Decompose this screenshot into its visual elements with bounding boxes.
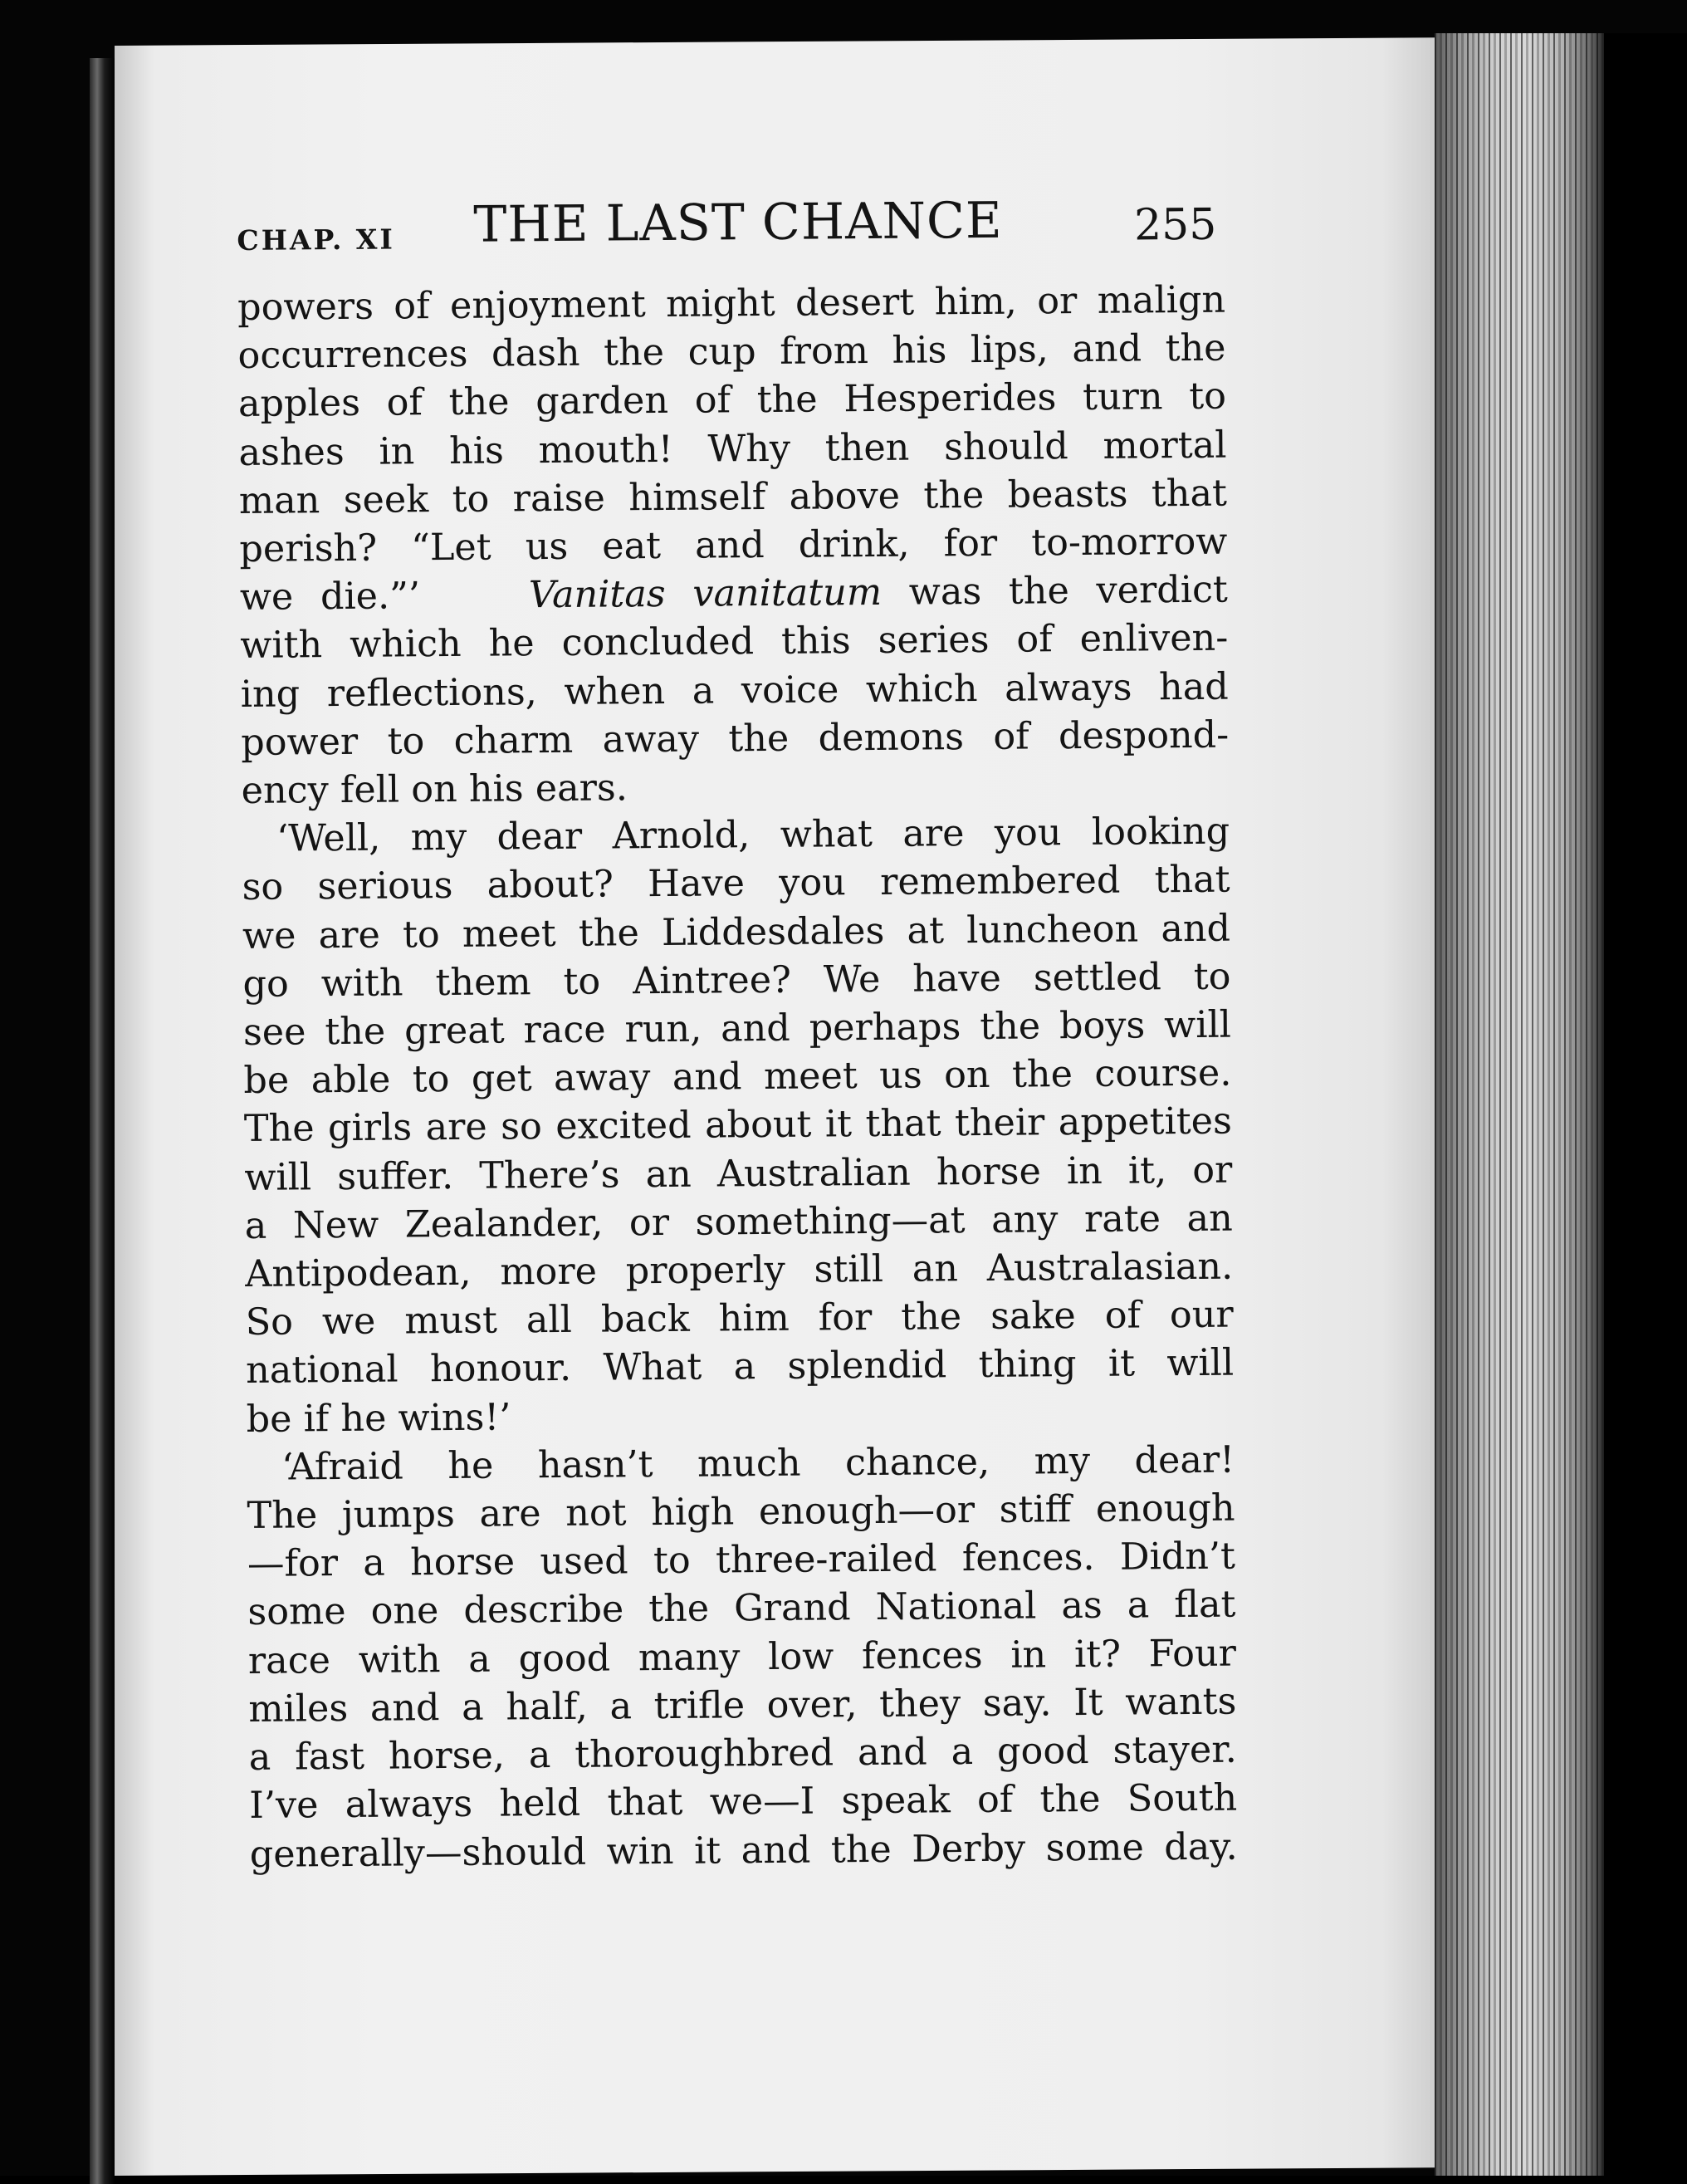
- paragraph-start-line: ‘Well, my dear Arnold, what are you looking: [276, 810, 1230, 860]
- text-line: see the great race run, and perhaps the boys will: [242, 1003, 1232, 1055]
- text-line: The jumps are not high enough—or stiff enough: [247, 1486, 1235, 1538]
- page-content: [237, 184, 1238, 1879]
- text-line: perish? “Let us eat and drink, for to-morrow: [239, 520, 1228, 571]
- text-line-with-italic: [240, 566, 1228, 623]
- left-page-edge: [90, 58, 115, 2184]
- text-line: race with a good many low fences in it? Four: [247, 1632, 1237, 1682]
- text-line: a fast horse, a thoroughbred and a good stayer.: [248, 1728, 1237, 1780]
- text-line: we are to meet the Liddesdales at luncheon and: [242, 907, 1231, 957]
- text-line: generally—should win it and the Derby some day.: [249, 1825, 1238, 1876]
- text-line: apples of the garden of the Hesperides turn to: [237, 375, 1227, 426]
- text-line: powers of enjoyment might desert him, or malign: [237, 278, 1226, 329]
- text-line: be if he wins!’: [246, 1396, 511, 1441]
- running-header: [237, 184, 1225, 274]
- text-line: ashes in his mouth! Why then should mortal: [238, 424, 1227, 474]
- text-segment: we die.”’: [239, 575, 421, 619]
- running-title: THE LAST CHANCE: [473, 191, 1003, 254]
- page-edges-stack: [1435, 33, 1604, 2176]
- paragraph-start-line: ‘Afraid he hasn’t much chance, my dear!: [281, 1438, 1235, 1489]
- text-line: So we must all back him for the sake of our: [245, 1293, 1234, 1344]
- text-line: with which he concluded this series of enliven-: [240, 617, 1229, 668]
- text-line: man seek to raise himself above the beasts that: [238, 472, 1228, 522]
- body-text: [237, 277, 1238, 1879]
- text-line: The girls are so excited about it that their appetites: [243, 1100, 1233, 1151]
- text-line: miles and a half, a trifle over, they say. It wants: [248, 1680, 1237, 1731]
- italic-phrase: Vanitas vanitatum: [528, 571, 883, 617]
- text-line: —for a horse used to three-railed fences. Didn’t: [247, 1535, 1236, 1586]
- text-line: ency fell on his ears.: [241, 766, 628, 813]
- text-line: some one describe the Grand National as a flat: [247, 1584, 1236, 1634]
- chapter-label: CHAP. XI: [237, 223, 396, 257]
- text-line: will suffer. There’s an Australian horse in it, or: [244, 1148, 1233, 1199]
- text-line: occurrences dash the cup from his lips, and the: [237, 326, 1226, 378]
- text-line: national honour. What a splendid thing it will: [245, 1342, 1235, 1393]
- text-line: I’ve always held that we—I speak of the South: [249, 1776, 1238, 1828]
- text-line: be able to get away and meet us on the course.: [243, 1051, 1232, 1103]
- text-segment: was the verdict: [908, 568, 1228, 614]
- text-line: power to charm away the demons of despond-: [241, 713, 1230, 764]
- text-line: so serious about? Have you remembered that: [242, 859, 1230, 909]
- background-shadow: [1604, 33, 1687, 2176]
- text-line: go with them to Aintree? We have settled to: [242, 955, 1231, 1006]
- text-line: a New Zealander, or something—at any rate an: [244, 1197, 1233, 1247]
- text-line: Antipodean, more properly still an Australasian.: [245, 1245, 1234, 1296]
- page-number: 255: [1133, 199, 1217, 251]
- text-line: ing reflections, when a voice which always had: [240, 665, 1229, 716]
